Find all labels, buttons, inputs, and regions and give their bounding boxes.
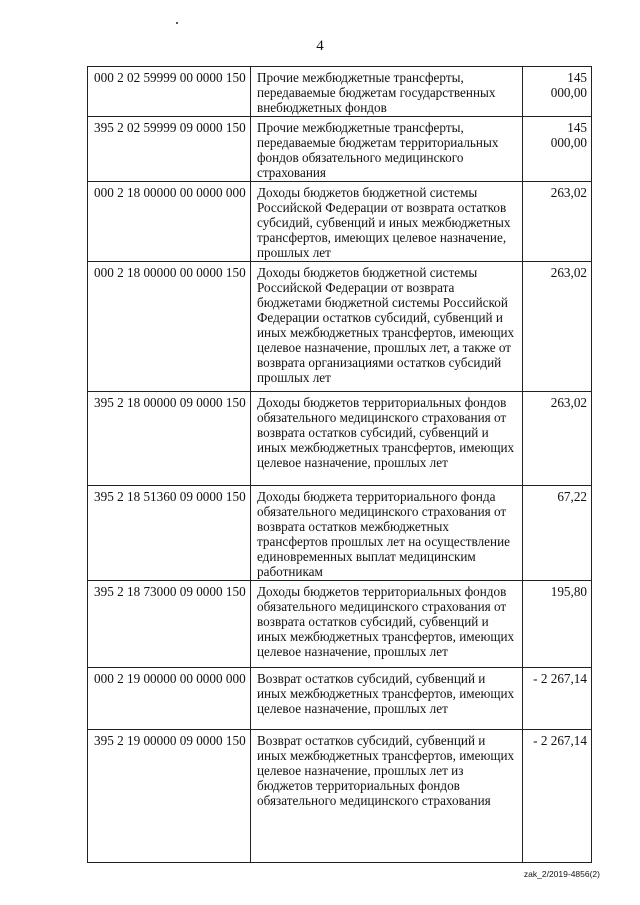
row-code: 395 2 02 59999 09 0000 150 — [88, 117, 251, 182]
row-name: Доходы бюджетов территориальных фондов обязательного медицинского страхования от возврата остатков субсидий, субвенций и иных межбюджетных трансфертов, имеющих целевое назначение, прошлых лет — [251, 581, 523, 668]
document-reference: zak_2/2019-4856(2) — [523, 869, 600, 879]
row-amount: 145 000,00 — [523, 117, 592, 182]
row-name: Прочие межбюджетные трансферты, передаваемые бюджетам территориальных фондов обязательного медицинского страхования — [251, 117, 523, 182]
table-row — [88, 668, 592, 730]
row-code: 000 2 18 00000 00 0000 000 — [88, 182, 251, 262]
row-amount: - 2 267,14 — [523, 668, 592, 730]
row-name: Возврат остатков субсидий, субвенций и иных межбюджетных трансфертов, имеющих целевое назначение, прошлых лет — [251, 668, 523, 730]
table-row — [88, 117, 592, 182]
table-row — [88, 67, 592, 117]
table-row — [88, 392, 592, 486]
row-code: 000 2 02 59999 00 0000 150 — [88, 67, 251, 117]
table-row — [88, 730, 592, 863]
row-amount: - 2 267,14 — [523, 730, 592, 863]
scan-speck — [176, 22, 178, 24]
row-amount: 67,22 — [523, 486, 592, 581]
row-name: Доходы бюджетов территориальных фондов обязательного медицинского страхования от возврата остатков субсидий, субвенций и иных межбюджетных трансфертов, имеющих целевое назначение, прошлых лет — [251, 392, 523, 486]
row-name: Прочие межбюджетные трансферты, передаваемые бюджетам государственных внебюджетных фондов — [251, 67, 523, 117]
page-number: 4 — [316, 38, 324, 54]
row-amount: 263,02 — [523, 392, 592, 486]
row-name: Доходы бюджетов бюджетной системы Российской Федерации от возврата бюджетами бюджетной системы Российской Федерации остатков субсидий, субвенций и иных межбюджетных трансфертов, имеющих целевое назначение, прошлых лет, а также от возврата организациями остатков субсидий прошлых лет — [251, 262, 523, 392]
row-code: 395 2 18 73000 09 0000 150 — [88, 581, 251, 668]
row-amount: 195,80 — [523, 581, 592, 668]
row-amount: 263,02 — [523, 262, 592, 392]
row-amount: 263,02 — [523, 182, 592, 262]
row-amount: 145 000,00 — [523, 67, 592, 117]
table-row — [88, 262, 592, 392]
row-code: 395 2 18 51360 09 0000 150 — [88, 486, 251, 581]
row-code: 000 2 19 00000 00 0000 000 — [88, 668, 251, 730]
row-code: 000 2 18 00000 00 0000 150 — [88, 262, 251, 392]
row-code: 395 2 18 00000 09 0000 150 — [88, 392, 251, 486]
budget-table — [87, 66, 592, 863]
table-row — [88, 581, 592, 668]
row-name: Доходы бюджетов бюджетной системы Российской Федерации от возврата остатков субсидий, субвенций и иных межбюджетных трансфертов, имеющих целевое назначение, прошлых лет — [251, 182, 523, 262]
row-code: 395 2 19 00000 09 0000 150 — [88, 730, 251, 863]
table-row — [88, 182, 592, 262]
row-name: Возврат остатков субсидий, субвенций и иных межбюджетных трансфертов, имеющих целевое назначение, прошлых лет из бюджетов территориальных фондов обязательного медицинского страхования — [251, 730, 523, 863]
table-row — [88, 486, 592, 581]
row-name: Доходы бюджета территориального фонда обязательного медицинского страхования от возврата остатков межбюджетных трансфертов прошлых лет на осуществление единовременных выплат медицинским работникам — [251, 486, 523, 581]
